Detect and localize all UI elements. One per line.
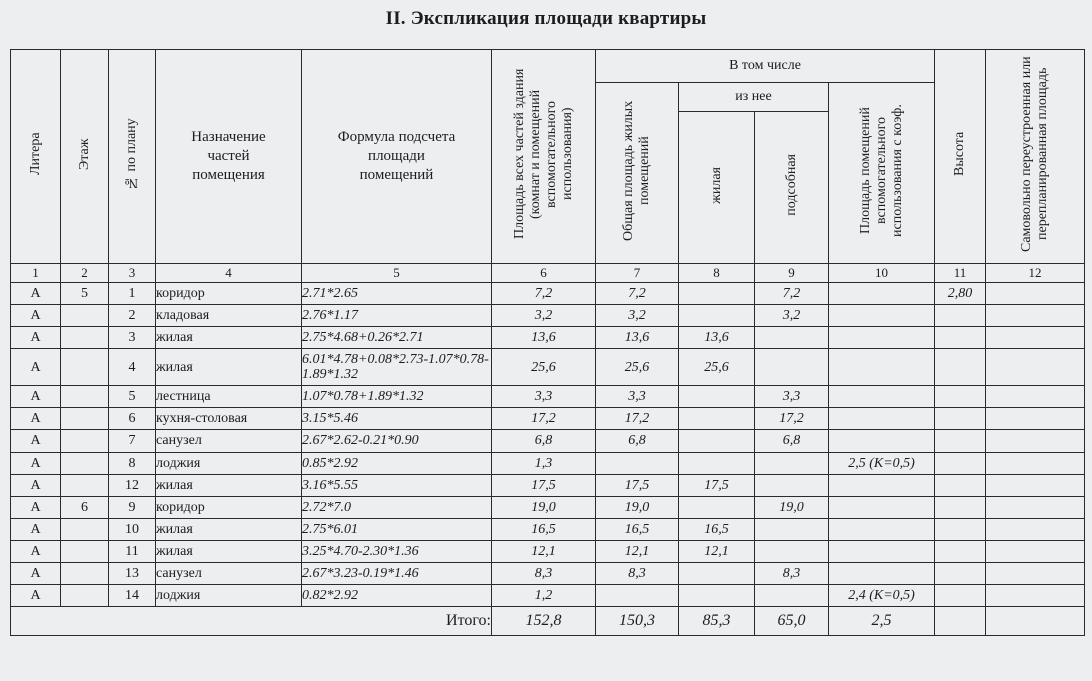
table-row — [11, 474, 1085, 496]
cell-podsob: 6,8 — [755, 430, 829, 452]
cell-vysota — [935, 305, 986, 327]
column-number: 6 — [492, 264, 596, 283]
header-podsobnaya: подсобная — [755, 112, 829, 264]
totals-podsob: 65,0 — [755, 607, 829, 636]
cell-obshaya: 8,3 — [596, 562, 679, 584]
cell-no: 1 — [109, 283, 156, 305]
cell-podsob: 8,3 — [755, 562, 829, 584]
cell-formula: 2.67*2.62-0.21*0.90 — [302, 430, 492, 452]
cell-etazh: 5 — [61, 283, 109, 305]
column-number: 2 — [61, 264, 109, 283]
cell-vspom — [829, 327, 935, 349]
cell-name: жилая — [156, 540, 302, 562]
cell-litera: А — [11, 452, 61, 474]
cell-etazh — [61, 518, 109, 540]
header-etazh: Этаж — [61, 50, 109, 264]
cell-total-area: 16,5 — [492, 518, 596, 540]
cell-etazh — [61, 430, 109, 452]
table-row — [11, 349, 1085, 386]
cell-obshaya — [596, 584, 679, 606]
cell-samov — [986, 496, 1085, 518]
cell-podsob — [755, 584, 829, 606]
column-number: 8 — [679, 264, 755, 283]
cell-vysota — [935, 386, 986, 408]
cell-podsob — [755, 474, 829, 496]
cell-no: 10 — [109, 518, 156, 540]
cell-samov — [986, 386, 1085, 408]
table-row — [11, 496, 1085, 518]
cell-no: 3 — [109, 327, 156, 349]
table-row — [11, 327, 1085, 349]
cell-samov — [986, 327, 1085, 349]
cell-samov — [986, 408, 1085, 430]
cell-no: 2 — [109, 305, 156, 327]
cell-litera: А — [11, 584, 61, 606]
cell-obshaya: 12,1 — [596, 540, 679, 562]
header-obshaya: Общая площадь жилых помещений — [596, 83, 679, 264]
cell-litera: А — [11, 283, 61, 305]
cell-samov — [986, 584, 1085, 606]
cell-zhilaya — [679, 452, 755, 474]
table-row — [11, 540, 1085, 562]
column-number: 12 — [986, 264, 1085, 283]
table-row — [11, 283, 1085, 305]
cell-litera: А — [11, 474, 61, 496]
header-zhilaya: жилая — [679, 112, 755, 264]
header-v-tom-chisle: В том числе — [596, 50, 935, 83]
cell-zhilaya: 16,5 — [679, 518, 755, 540]
cell-total-area: 13,6 — [492, 327, 596, 349]
cell-vspom — [829, 496, 935, 518]
cell-etazh: 6 — [61, 496, 109, 518]
cell-no: 5 — [109, 386, 156, 408]
cell-total-area: 12,1 — [492, 540, 596, 562]
cell-podsob — [755, 452, 829, 474]
column-number: 10 — [829, 264, 935, 283]
header-formula: Формула подсчета площади помещений — [302, 50, 492, 264]
cell-etazh — [61, 327, 109, 349]
table-row — [11, 584, 1085, 606]
cell-litera: А — [11, 496, 61, 518]
cell-name: лестница — [156, 386, 302, 408]
cell-total-area: 25,6 — [492, 349, 596, 386]
cell-samov — [986, 305, 1085, 327]
cell-vspom — [829, 305, 935, 327]
cell-podsob — [755, 540, 829, 562]
cell-litera: А — [11, 386, 61, 408]
cell-vysota — [935, 349, 986, 386]
cell-formula: 2.71*2.65 — [302, 283, 492, 305]
header-ploshad-vseh: Площадь всех частей здания (комнат и помещений вспомогательного использования) — [492, 50, 596, 264]
cell-vspom — [829, 283, 935, 305]
column-number: 5 — [302, 264, 492, 283]
cell-total-area: 1,2 — [492, 584, 596, 606]
cell-litera: А — [11, 562, 61, 584]
cell-formula: 0.85*2.92 — [302, 452, 492, 474]
cell-zhilaya — [679, 305, 755, 327]
table-row — [11, 408, 1085, 430]
totals-label: Итого: — [11, 607, 492, 636]
cell-vspom — [829, 562, 935, 584]
cell-litera: А — [11, 540, 61, 562]
cell-zhilaya: 13,6 — [679, 327, 755, 349]
cell-zhilaya — [679, 283, 755, 305]
cell-name: жилая — [156, 474, 302, 496]
cell-etazh — [61, 452, 109, 474]
table-row — [11, 305, 1085, 327]
cell-obshaya: 7,2 — [596, 283, 679, 305]
cell-vysota — [935, 584, 986, 606]
cell-obshaya: 3,2 — [596, 305, 679, 327]
cell-vysota — [935, 540, 986, 562]
header-no-po-planu: № по плану — [109, 50, 156, 264]
cell-vspom — [829, 386, 935, 408]
cell-zhilaya: 12,1 — [679, 540, 755, 562]
cell-etazh — [61, 540, 109, 562]
cell-obshaya: 13,6 — [596, 327, 679, 349]
cell-formula: 3.25*4.70-2.30*1.36 — [302, 540, 492, 562]
header-samovolno: Самовольно переустроенная или перепланированная площадь — [986, 50, 1085, 264]
cell-total-area: 8,3 — [492, 562, 596, 584]
cell-formula: 6.01*4.78+0.08*2.73-1.07*0.78-1.89*1.32 — [302, 349, 492, 386]
cell-obshaya: 19,0 — [596, 496, 679, 518]
cell-no: 12 — [109, 474, 156, 496]
totals-zhilaya: 85,3 — [679, 607, 755, 636]
cell-formula: 2.67*3.23-0.19*1.46 — [302, 562, 492, 584]
cell-zhilaya: 25,6 — [679, 349, 755, 386]
cell-vspom: 2,4 (K=0,5) — [829, 584, 935, 606]
totals-vysota — [935, 607, 986, 636]
cell-podsob: 3,2 — [755, 305, 829, 327]
cell-formula: 0.82*2.92 — [302, 584, 492, 606]
cell-no: 8 — [109, 452, 156, 474]
cell-obshaya: 3,3 — [596, 386, 679, 408]
totals-total: 152,8 — [492, 607, 596, 636]
cell-zhilaya — [679, 562, 755, 584]
table-row — [11, 518, 1085, 540]
cell-etazh — [61, 584, 109, 606]
cell-no: 4 — [109, 349, 156, 386]
totals-row — [11, 607, 1085, 636]
column-numbers-row — [11, 264, 1085, 283]
cell-podsob: 19,0 — [755, 496, 829, 518]
cell-total-area: 3,3 — [492, 386, 596, 408]
cell-name: санузел — [156, 430, 302, 452]
cell-litera: А — [11, 349, 61, 386]
cell-vysota — [935, 452, 986, 474]
column-number: 3 — [109, 264, 156, 283]
table-row — [11, 562, 1085, 584]
cell-etazh — [61, 349, 109, 386]
cell-vspom — [829, 518, 935, 540]
cell-vspom: 2,5 (K=0,5) — [829, 452, 935, 474]
cell-total-area: 17,5 — [492, 474, 596, 496]
cell-formula: 3.16*5.55 — [302, 474, 492, 496]
column-number: 1 — [11, 264, 61, 283]
cell-total-area: 3,2 — [492, 305, 596, 327]
cell-obshaya — [596, 452, 679, 474]
cell-litera: А — [11, 518, 61, 540]
cell-formula: 1.07*0.78+1.89*1.32 — [302, 386, 492, 408]
cell-vysota — [935, 562, 986, 584]
cell-vspom — [829, 408, 935, 430]
cell-vysota — [935, 518, 986, 540]
column-number: 11 — [935, 264, 986, 283]
cell-etazh — [61, 386, 109, 408]
cell-obshaya: 6,8 — [596, 430, 679, 452]
table-row — [11, 452, 1085, 474]
cell-etazh — [61, 305, 109, 327]
document-title: II. Экспликация площади квартиры — [385, 8, 707, 29]
cell-etazh — [61, 562, 109, 584]
cell-samov — [986, 430, 1085, 452]
header-litera: Литера — [11, 50, 61, 264]
cell-no: 11 — [109, 540, 156, 562]
cell-litera: А — [11, 305, 61, 327]
cell-total-area: 19,0 — [492, 496, 596, 518]
header-vspomog: Площадь помещений вспомогательного использования с коэф. — [829, 83, 935, 264]
cell-podsob — [755, 518, 829, 540]
column-number: 7 — [596, 264, 679, 283]
cell-total-area: 1,3 — [492, 452, 596, 474]
cell-obshaya: 17,2 — [596, 408, 679, 430]
header-iz-nee: из нее — [679, 83, 829, 112]
cell-total-area: 6,8 — [492, 430, 596, 452]
cell-samov — [986, 474, 1085, 496]
cell-name: жилая — [156, 349, 302, 386]
cell-zhilaya — [679, 496, 755, 518]
totals-samov — [986, 607, 1085, 636]
cell-zhilaya — [679, 584, 755, 606]
cell-vysota — [935, 430, 986, 452]
cell-samov — [986, 562, 1085, 584]
cell-formula: 3.15*5.46 — [302, 408, 492, 430]
cell-vspom — [829, 540, 935, 562]
cell-zhilaya — [679, 430, 755, 452]
header-naznachenie: Назначение частей помещения — [156, 50, 302, 264]
cell-no: 13 — [109, 562, 156, 584]
cell-name: кухня-столовая — [156, 408, 302, 430]
cell-name: санузел — [156, 562, 302, 584]
cell-obshaya: 25,6 — [596, 349, 679, 386]
cell-total-area: 7,2 — [492, 283, 596, 305]
cell-obshaya: 17,5 — [596, 474, 679, 496]
cell-name: коридор — [156, 283, 302, 305]
cell-etazh — [61, 474, 109, 496]
column-number: 4 — [156, 264, 302, 283]
cell-vspom — [829, 349, 935, 386]
totals-obshaya: 150,3 — [596, 607, 679, 636]
cell-formula: 2.75*6.01 — [302, 518, 492, 540]
cell-no: 9 — [109, 496, 156, 518]
cell-vysota — [935, 327, 986, 349]
cell-formula: 2.72*7.0 — [302, 496, 492, 518]
cell-podsob — [755, 349, 829, 386]
cell-litera: А — [11, 408, 61, 430]
explication-table — [10, 49, 1085, 636]
table-row — [11, 386, 1085, 408]
cell-total-area: 17,2 — [492, 408, 596, 430]
cell-no: 7 — [109, 430, 156, 452]
cell-zhilaya — [679, 408, 755, 430]
cell-samov — [986, 349, 1085, 386]
table-row — [11, 430, 1085, 452]
cell-podsob — [755, 327, 829, 349]
cell-samov — [986, 283, 1085, 305]
cell-no: 6 — [109, 408, 156, 430]
cell-vysota — [935, 496, 986, 518]
cell-samov — [986, 540, 1085, 562]
cell-no: 14 — [109, 584, 156, 606]
cell-litera: А — [11, 430, 61, 452]
cell-vysota — [935, 408, 986, 430]
cell-podsob: 17,2 — [755, 408, 829, 430]
cell-name: кладовая — [156, 305, 302, 327]
cell-etazh — [61, 408, 109, 430]
totals-vspom: 2,5 — [829, 607, 935, 636]
cell-vspom — [829, 430, 935, 452]
cell-podsob: 3,3 — [755, 386, 829, 408]
header-vysota: Высота — [935, 50, 986, 264]
cell-name: жилая — [156, 327, 302, 349]
cell-zhilaya: 17,5 — [679, 474, 755, 496]
cell-name: коридор — [156, 496, 302, 518]
cell-name: лоджия — [156, 452, 302, 474]
cell-samov — [986, 518, 1085, 540]
cell-name: жилая — [156, 518, 302, 540]
cell-zhilaya — [679, 386, 755, 408]
cell-vysota — [935, 474, 986, 496]
cell-samov — [986, 452, 1085, 474]
cell-name: лоджия — [156, 584, 302, 606]
cell-obshaya: 16,5 — [596, 518, 679, 540]
cell-formula: 2.75*4.68+0.26*2.71 — [302, 327, 492, 349]
cell-podsob: 7,2 — [755, 283, 829, 305]
cell-vspom — [829, 474, 935, 496]
column-number: 9 — [755, 264, 829, 283]
cell-vysota: 2,80 — [935, 283, 986, 305]
cell-formula: 2.76*1.17 — [302, 305, 492, 327]
cell-litera: А — [11, 327, 61, 349]
